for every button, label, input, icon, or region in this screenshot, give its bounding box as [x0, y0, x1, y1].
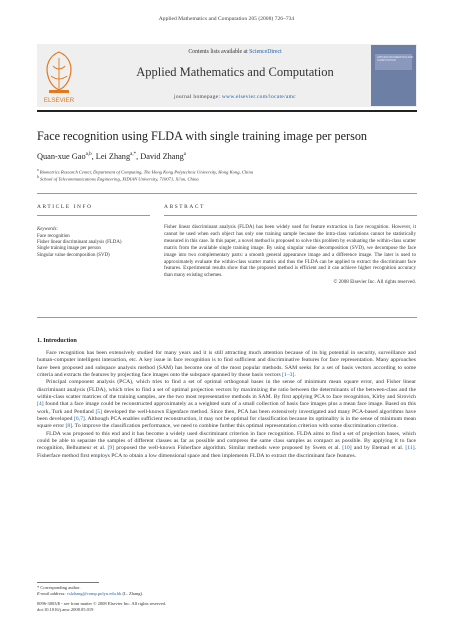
paragraph-text: . To improve the classification performance, we need to combine further this optimal representation criterion with some discrimination criterion. — [72, 423, 398, 430]
footnote-rule — [37, 582, 99, 583]
issn-line: 0096-3003/$ - see front matter © 2008 Elsevier Inc. All rights reserved. — [37, 601, 167, 606]
homepage-link[interactable]: www.elsevier.com/locate/amc — [221, 94, 296, 100]
header-rule — [37, 110, 417, 112]
elsevier-logo — [37, 46, 81, 106]
paragraph-text: . Fisherface method first employs PCA to obtain a low dimensional space and then implements FLDA to extract the discriminant face features. — [37, 445, 417, 459]
introduction-body — [37, 350, 416, 460]
paragraph-text: Face recognition has been extensively studied for many years and it is still attracting much attention because of its big potential in security, surveillance and human-computer intelligent interaction, etc. A key issue in face recognition is to find sufficient and discriminative features for face representation. Many approaches have been proposed and subspace analysis method (SAM) has become one of the most popular methods. SAM seeks for a set of basis vectors according to some criteria and extracts the features by projecting face images onto the subspace spanned by those basis vectors — [37, 350, 416, 379]
section-heading-introduction: 1. Introduction — [37, 337, 77, 344]
abstract-heading: ABSTRACT — [164, 204, 205, 210]
keyword: Fisher linear discriminant analysis (FLDA) — [37, 240, 122, 246]
citation-link[interactable]: [10] — [342, 445, 352, 452]
keyword: Face recognition — [37, 234, 70, 239]
sciencedirect-link[interactable]: ScienceDirect — [249, 49, 282, 55]
affiliation — [37, 168, 253, 175]
journal-cover-thumbnail — [371, 45, 416, 106]
citation-link[interactable]: [6,7] — [74, 416, 85, 423]
abstract-text: Fisher linear discriminant analysis (FLDA) has been widely used for feature extraction in face recognition. However, it cannot be used when each object has only one training sample because the intra-class variations cannot be statistically measured in this case. In this paper, a novel method is proposed to solve this problem by evaluating the within-class scatter matrix from the available single training image. By using singular value decomposition (SVD), we decompose the face image into two complementary parts: a smooth general appearance image and a difference image. The later is used to approximately evaluate the within-class scatter matrix and thus the FLDA can be applied to extract the discriminant face features. Experimental results show that the proposed method is efficient and it can achieve higher recognition accuracy than many existing schemes. — [164, 224, 416, 279]
journal-title: Applied Mathematics and Computation — [136, 65, 334, 79]
keywords-heading: Keywords: — [37, 227, 59, 232]
keyword: Singular value decomposition (SVD) — [37, 252, 110, 258]
body-paragraph — [37, 379, 416, 430]
front-matter-rule — [37, 193, 417, 194]
paragraph-text: proposed the well-known Fisherface algorithm. Similar methods were proposed by Swets et al. — [114, 445, 343, 452]
citation-link[interactable]: [5] — [95, 408, 103, 415]
paragraph-text: Principal component analysis (PCA), which tries to find a set of optimal orthogonal bases in the sense of minimum mean square error, and Fisher linear discriminant analysis (FLDA), which tries to find a set of optimal projection vectors by maximizing the ratio between the determinants of the between-class and the within-class scatter matrices of the training samples, are the two most representative methods in SAM. By first applying PCA to face recognition, Kirby and Sirovich — [37, 379, 416, 401]
paragraph-text: . Although PCA enables sufficient reconstruction, it may not be optimal for classification because its optimality is in the sense of minimum mean square error — [37, 416, 416, 430]
contents-line — [100, 49, 370, 55]
corresponding-author-note: * Corresponding author. — [37, 585, 81, 590]
affiliation-mark: b — [37, 175, 39, 179]
contents-prefix: Contents lists available at — [188, 49, 250, 55]
author-affiliation-mark: a,* — [130, 152, 137, 158]
affiliation-text: Biometrics Research Center, Department of Computing, The Hong Kong Polytechnic University, Hong Kong, China — [39, 169, 254, 175]
article-info-rule — [37, 215, 150, 216]
paragraph-text: FLDA was proposed to this end and it has become a widely used discriminant criterion in face recognition. FLDA aims to find a set of projection bases, which could be able to separate the samples of different classes as far as possible and compress the same class samples as compact as possible. By applying it to face recognition, Belhumeur et al. — [37, 430, 416, 452]
paragraph-text: developed the well-known Eigenface method. Since then, PCA has been extensively investigated and many PCA-based algorithms have been developed — [37, 408, 416, 423]
publisher-logo-text: ELSEVIER — [43, 97, 75, 104]
paragraph-text: found that a face image could be reconstructed approximately as a weighted sum of a small collection of basis face images plus a mean face image. Based on this work, Turk and Pentland — [37, 401, 416, 415]
citation-link[interactable]: [8] — [65, 423, 73, 430]
author-name: Lei Zhang — [95, 152, 131, 161]
body-paragraph — [37, 350, 416, 379]
abstract-end-rule — [37, 317, 417, 318]
paragraph-text: and by Etemad et al. — [351, 445, 406, 452]
keyword: Single training image per person — [37, 246, 101, 252]
homepage-prefix: journal homepage: — [174, 94, 222, 100]
email-link[interactable]: cslzhang@comp.polyu.edu.hk — [66, 591, 122, 596]
running-head: Applied Mathematics and Computation 205 (2008) 726–734 — [158, 16, 295, 22]
abstract-copyright: © 2008 Elsevier Inc. All rights reserved. — [333, 279, 416, 286]
citation-link[interactable]: [1–3] — [282, 372, 295, 379]
journal-homepage — [100, 94, 370, 100]
email-suffix: (L. Zhang). — [121, 591, 144, 596]
affiliation — [37, 175, 199, 182]
author-name: Quan-xue Gao — [37, 152, 86, 161]
article-title: Face recognition using FLDA with single training image per person — [37, 129, 368, 143]
email-label: E-mail address: — [37, 591, 67, 596]
affiliation-text: School of Telecommunications Engineering, XIDIAN University, 710071, Xi'an, China — [39, 176, 199, 182]
author-affiliation-mark: a,b — [85, 152, 92, 158]
citation-link[interactable]: [11] — [405, 445, 415, 452]
citation-link[interactable]: [4] — [37, 401, 44, 408]
author-affiliation-mark: a — [183, 152, 187, 158]
cover-text: APPLIED MATHEMATICS AND COMPUTATION — [377, 56, 414, 62]
email-note — [37, 591, 143, 596]
keyword-list — [37, 234, 121, 259]
abstract-rule — [164, 215, 417, 216]
article-info-heading: ARTICLE INFO — [37, 204, 93, 210]
doi-line: doi:10.1016/j.amc.2008.05.019 — [37, 607, 94, 612]
author-list: Quan-xue Gao$^{a,b}$, Lei Zhang$^{a,*}$, David Zhang$^a$ — [37, 152, 187, 161]
author-name: David Zhang — [140, 152, 184, 161]
affiliation-mark: a — [37, 168, 39, 172]
abstract-body — [164, 224, 416, 286]
citation-link[interactable]: [9] — [107, 445, 115, 452]
body-paragraph — [37, 431, 416, 460]
paragraph-text: . — [294, 372, 296, 379]
